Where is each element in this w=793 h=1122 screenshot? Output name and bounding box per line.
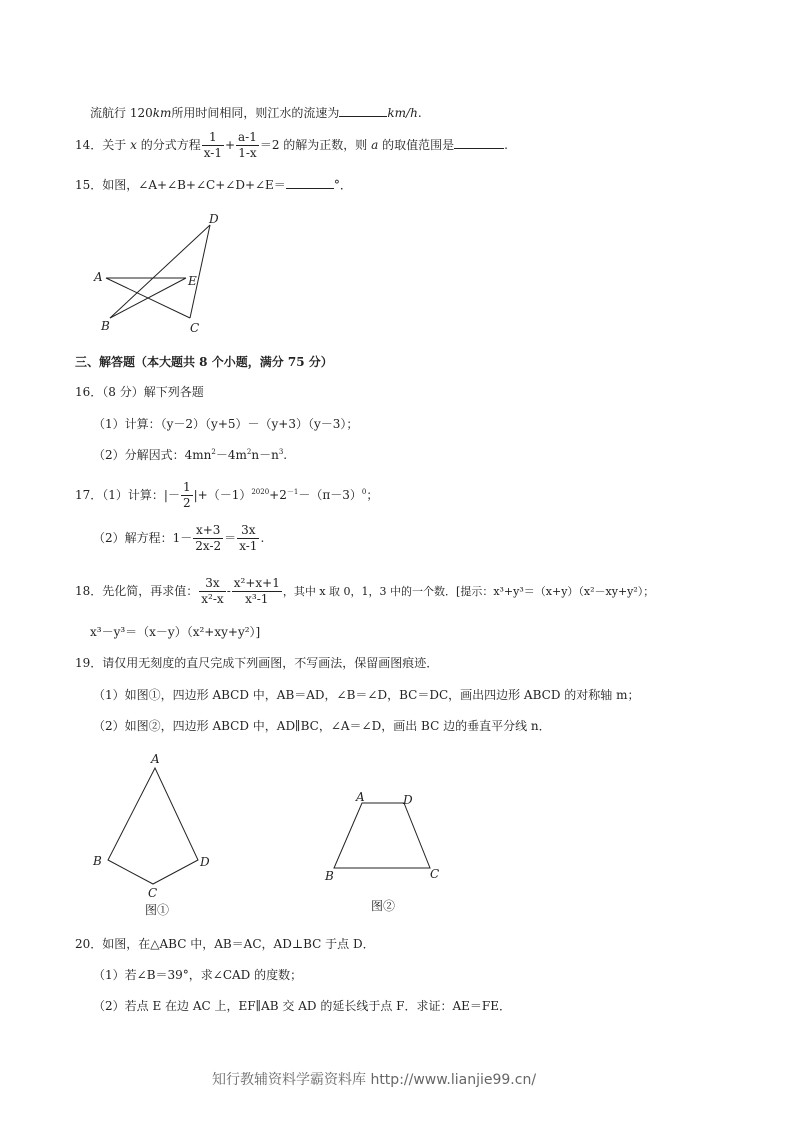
label-a: A bbox=[94, 270, 103, 284]
q14-line: 14．关于 x 的分式方程 $\frac{1}{x-1}$ + $\frac{a-1}{1-x}$ ＝2 的解为正数，则 a 的取值范围是 . bbox=[75, 130, 508, 160]
label-c: C bbox=[190, 321, 200, 335]
fraction: $\frac{\text{x²+x+1}}{\text{x³-1}}$ bbox=[233, 576, 280, 606]
fig1-label-a: A bbox=[151, 752, 160, 766]
label-b: B bbox=[101, 319, 110, 333]
q18-line1: 18．先化简，再求值： $\frac{3x}{\text{x²-x}}$ - $\frac{\text{x²+x+1}}{\text{x³-1}}$ ，其中 x 取 0，1，3 中的一个数．[提示：x³+y³＝（x+y）（x²－xy+y²）； bbox=[75, 576, 655, 606]
fig2-label-a: A bbox=[356, 790, 365, 804]
section-title: 三、解答题（本大题共 8 个小题，满分 75 分） bbox=[75, 355, 333, 369]
fig2-caption: 图② bbox=[371, 899, 396, 913]
fraction: $\frac{a-1}{1-x}$ bbox=[238, 130, 257, 160]
fraction: $\frac{x+3}{2x-2}$ bbox=[195, 523, 222, 553]
q20-part1: （1）若∠B＝39°，求∠CAD 的度数； bbox=[93, 968, 303, 982]
label-d: D bbox=[209, 212, 219, 226]
fig1-caption: 图① bbox=[145, 903, 170, 917]
q18-line2: x³－y³＝（x－y）（x²+xy+y²）] bbox=[90, 625, 261, 639]
fig2-label-d: D bbox=[403, 793, 413, 807]
q15-line: 15．如图，∠A+∠B+∠C+∠D+∠E＝ °． bbox=[75, 178, 352, 192]
fraction: $\frac{1}{2}$ bbox=[182, 480, 191, 510]
q19-part2: （2）如图②，四边形 ABCD 中，AD∥BC，∠A＝∠D，画出 BC 边的垂直平分线 n． bbox=[93, 719, 551, 733]
q17-part2: （2）解方程：1－ $\frac{x+3}{2x-2}$ ＝ $\frac{3x}{x-1}$ . bbox=[93, 523, 265, 553]
q16-part1: （1）计算：（y－2）（y+5）－（y+3）（y－3）； bbox=[93, 417, 359, 431]
q17-part1: 17．（1）计算：|－ $\frac{1}{2}$ $|+(-1)^{2020}+2^{-1}-(\pi-3)^0$； bbox=[75, 480, 379, 510]
q13-line: 流航行 120km所用时间相同，则江水的流速为 km/h. bbox=[90, 106, 422, 120]
q16-part2: （2）分解因式：$4mn^2-4m^2n-n^3$. bbox=[93, 448, 288, 462]
fraction: $\frac{3x}{x-1}$ bbox=[239, 523, 258, 553]
fig1-label-b: B bbox=[93, 854, 102, 868]
footer-watermark: 知行教辅资料学霸资料库 http://www.lianjie99.cn/ bbox=[212, 1072, 537, 1088]
q16-head: 16．（8 分）解下列各题 bbox=[75, 385, 204, 399]
fig1-label-d: D bbox=[200, 855, 210, 869]
fig2-label-b: B bbox=[325, 869, 334, 883]
fig2-label-c: C bbox=[430, 867, 440, 881]
q19-head: 19．请仅用无刻度的直尺完成下列画图，不写画法，保留画图痕迹． bbox=[75, 656, 439, 670]
label-e: E bbox=[188, 274, 197, 288]
q19-part1: （1）如图①，四边形 ABCD 中，AB＝AD，∠B＝∠D，BC＝DC，画出四边形 ABCD 的对称轴 m； bbox=[93, 688, 640, 702]
q20-head: 20．如图，在△ABC 中，AB＝AC，AD⊥BC 于点 D． bbox=[75, 937, 375, 951]
fraction: $\frac{1}{x-1}$ bbox=[203, 130, 222, 160]
fig1-label-c: C bbox=[148, 886, 158, 900]
q20-part2: （2）若点 E 在边 AC 上，EF∥AB 交 AD 的延长线于点 F．求证：AE＝FE． bbox=[93, 999, 511, 1013]
fraction: $\frac{3x}{\text{x²-x}}$ bbox=[201, 576, 224, 606]
